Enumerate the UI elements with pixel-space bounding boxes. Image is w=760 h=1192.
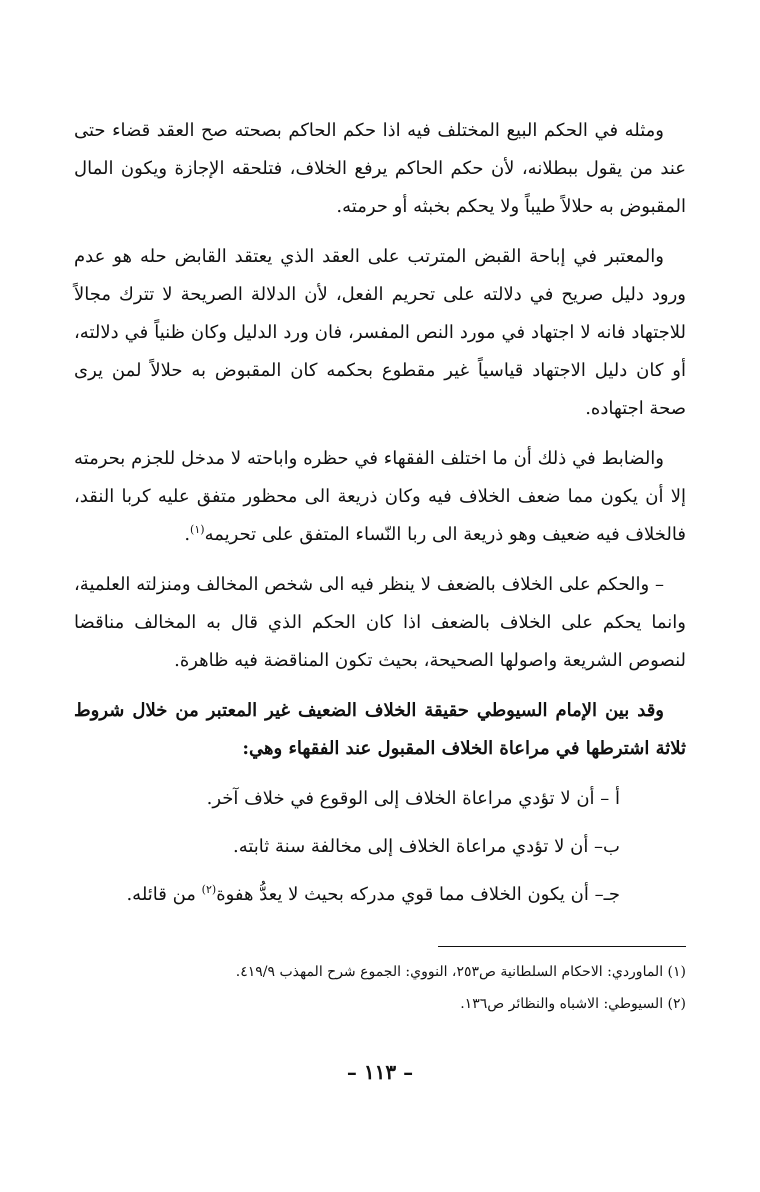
footnote-ref-2: (٢): [201, 883, 217, 896]
footnote-2: (٢) السيوطي: الاشباه والنظائر ص١٣٦.: [460, 996, 686, 1012]
paragraph-2: والمعتبر في إباحة القبض المترتب على العقد الذي يعتقد القابض حله هو عدم ورود دليل صريح في دلالته على تحريم الفعل، لأن الدلالة الصريحة لا تترك مجالاً للاجتهاد فانه لا اجتهاد في مورد النص المفسر، فان ورد الدليل وكان ظنياً في دلالته، أو كان دليل الاجتهاد قياسياً غير مقطوع بحكمه كان المقبوض به حلالاً لمن يرى صحة اجتهاده.: [74, 246, 686, 419]
paragraph-3-text: والضابط في ذلك أن ما اختلف الفقهاء في حظره واباحته لا مدخل للجزم بحرمته إلا أن يكون مما ضعف الخلاف فيه وكان ذريعة الى محظور متفق عليه كربا النقد، فالخلاف فيه ضعيف وهو ذريعة الى ربا النّساء المتفق على تحريمه: [74, 448, 686, 545]
condition-a: أ – أن لا تؤدي مراعاة الخلاف إلى الوقوع في خلاف آخر.: [206, 788, 620, 809]
condition-c-text: جـ– أن يكون الخلاف مما قوي مدركه بحيث لا يعدُّ هفوة: [216, 884, 620, 905]
bold-paragraph: وقد بين الإمام السيوطي حقيقة الخلاف الضعيف غير المعتبر من خلال شروط ثلاثة اشترطها في مراعاة الخلاف المقبول عند الفقهاء وهي:: [74, 700, 686, 759]
paragraph-3-end: .: [184, 524, 191, 545]
condition-b: ب– أن لا تؤدي مراعاة الخلاف إلى مخالفة سنة ثابته.: [232, 836, 620, 857]
main-text: [74, 112, 686, 924]
footnote-1: (١) الماوردي: الاحكام السلطانية ص٢٥٣، النووي: الجموع شرح المهذب ٤١٩/٩.: [235, 964, 686, 980]
condition-c-end: من قائله.: [126, 884, 202, 905]
paragraph-1: ومثله في الحكم البيع المختلف فيه اذا حكم الحاكم بصحته صح العقد قضاء حتى عند من يقول ببطلانه، لأن حكم الحاكم يرفع الخلاف، فتلحقه الإجازة ويكون المال المقبوض به حلالاً طيباً ولا يحكم بخبثه أو حرمته.: [74, 120, 686, 217]
condition-c: [74, 876, 686, 914]
footnotes: [74, 958, 686, 1022]
paragraph-3: [74, 440, 686, 554]
page-number: – ١١٣ –: [346, 1060, 414, 1084]
footnote-ref-1: (١): [190, 523, 205, 536]
paragraph-4: – والحكم على الخلاف بالضعف لا ينظر فيه الى شخص المخالف ومنزلته العلمية، وانما يحكم على الخلاف بالضعف اذا كان الحكم الذي قال به المخالف مناقضا لنصوص الشريعة واصولها الصحيحة، بحيث تكون المناقضة فيه ظاهرة.: [74, 574, 686, 671]
footnote-separator: [438, 946, 686, 947]
